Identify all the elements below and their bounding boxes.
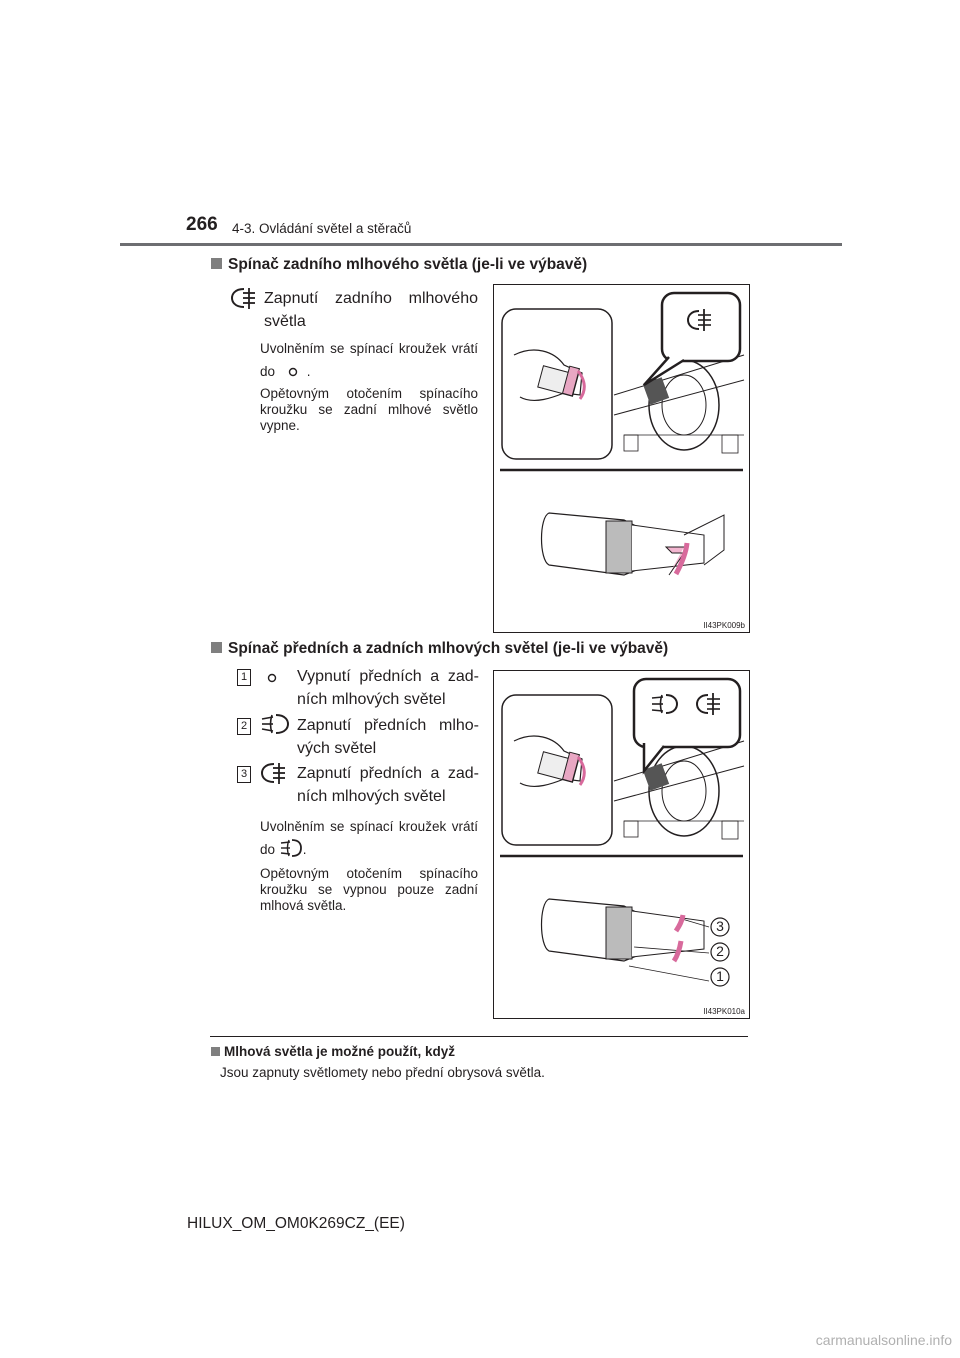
front-fog-light-icon [258, 713, 290, 737]
watermark: carmanualsonline.info [815, 1332, 952, 1348]
header-divider [120, 243, 842, 246]
off-position-icon [279, 360, 307, 383]
figure-front-rear-fog-illustration [494, 671, 749, 1018]
note-title-text: Mlhová světla je možné použít, když [224, 1044, 456, 1059]
chapter-title: 4-3. Ovládání světel a stěračů [232, 221, 412, 236]
bullet-square-icon [211, 642, 222, 653]
note-divider [210, 1036, 748, 1037]
callout-1-label: 1 [716, 968, 724, 984]
section-front-rear-fog-title [211, 640, 668, 658]
item-number-3: 3 [237, 766, 251, 783]
front-fog-light-icon [279, 838, 303, 861]
figure-rear-fog-switch [493, 284, 750, 633]
figure-front-rear-fog-switch [493, 670, 750, 1019]
front-fog-on-label: Zapnutí předních mlho-vých světel [297, 717, 479, 757]
fog-note2: Opětovným otočením spínacího kroužku se vypnou pouze zadní mlhová světla. [260, 866, 478, 913]
bullet-square-icon [211, 258, 222, 269]
section-rear-fog-title-text: Spínač zadního mlhového světla (je-li ve výbavě) [228, 256, 588, 273]
off-position-icon [266, 673, 278, 683]
rear-fog-note1 [260, 337, 478, 383]
rear-fog-note1-text: Uvolněním se spínací kroužek vrátí do [260, 341, 478, 379]
figure-rear-fog-illustration [494, 285, 749, 632]
rear-fog-on-label [264, 287, 478, 333]
rear-fog-light-icon [260, 762, 292, 786]
fog-note1-suffix: . [302, 842, 307, 857]
rear-fog-note1-suffix: . [306, 364, 311, 379]
callout-3-label: 3 [716, 918, 724, 934]
rear-fog-on-text: Zapnutí zadního mlhového světla [264, 290, 478, 330]
item-number-2: 2 [237, 718, 251, 735]
note-body: Jsou zapnuty světlomety nebo přední obrysová světla. [220, 1065, 545, 1080]
figure-code: II43PK010a [703, 1007, 745, 1016]
page-number: 266 [186, 214, 218, 235]
fog-note1-text: Uvolněním se spínací kroužek vrátí do [260, 819, 478, 857]
fog-off-label: Vypnutí předních a zad-ních mlhových světel [297, 668, 479, 708]
rear-fog-note2: Opětovným otočením spínacího kroužku se zadní mlhové světlo vypne. [260, 386, 478, 433]
section-rear-fog-title [211, 256, 587, 274]
fog-note1 [260, 815, 478, 861]
figure-code: II43PK009b [703, 621, 745, 630]
item-number-1: 1 [237, 669, 251, 686]
rear-fog-light-icon [230, 287, 262, 311]
section-front-rear-fog-title-text: Spínač předních a zadních mlhových světel (je-li ve výbavě) [228, 640, 669, 657]
callout-2-label: 2 [716, 943, 724, 959]
bullet-square-icon [211, 1047, 220, 1056]
note-title [211, 1044, 455, 1059]
document-id: HILUX_OM_OM0K269CZ_(EE) [187, 1215, 405, 1232]
front-rear-fog-on-label: Zapnutí předních a zad-ních mlhových světel [297, 765, 479, 805]
